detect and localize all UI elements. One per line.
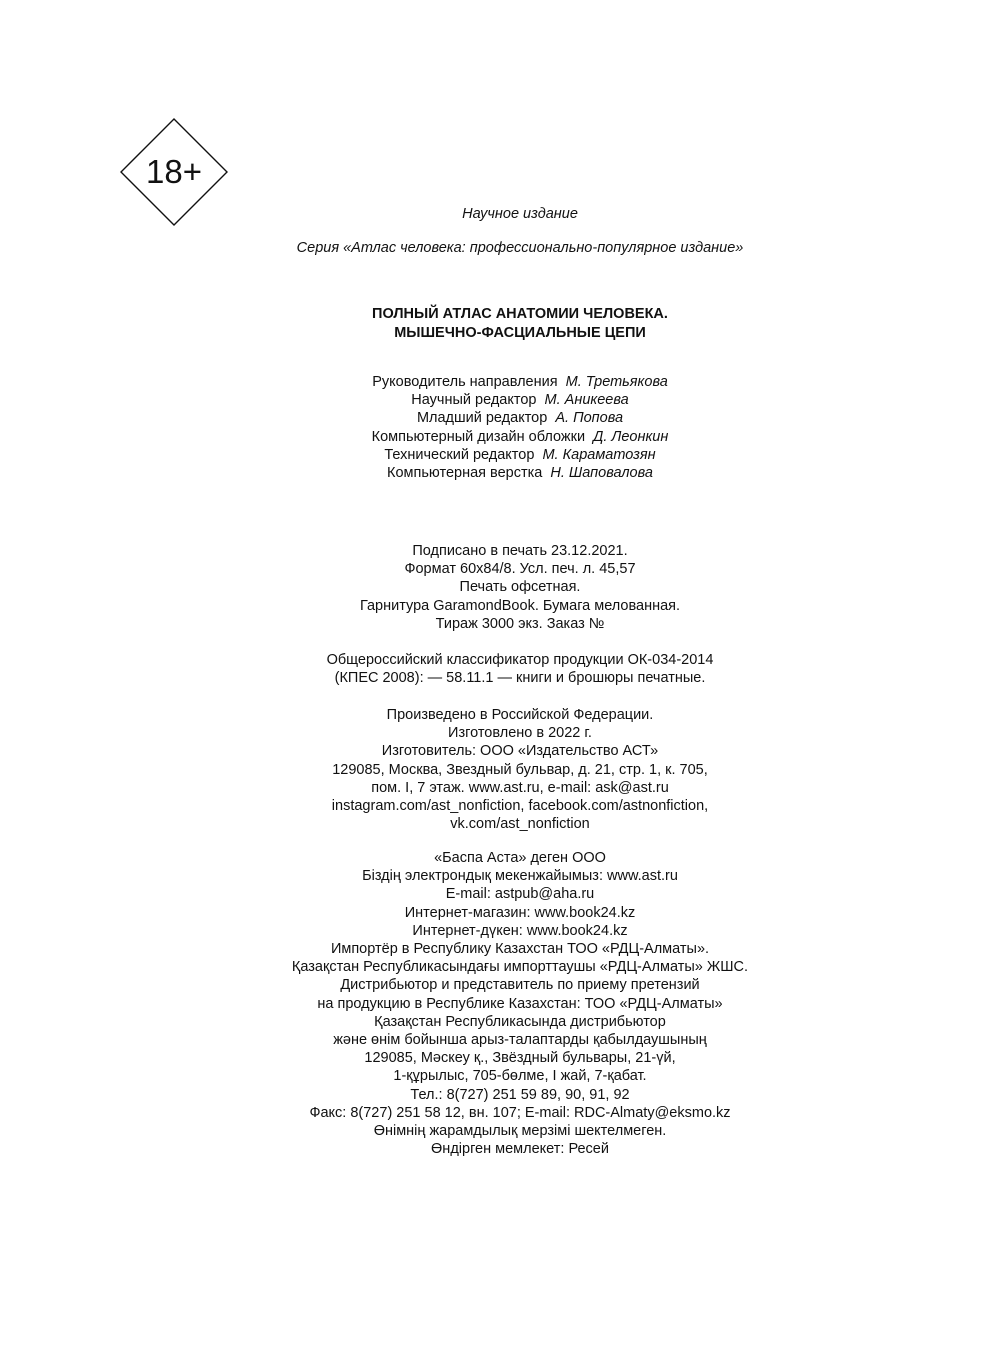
kazakhstan-line: Тел.: 8(727) 251 59 89, 90, 91, 92 [410, 1086, 630, 1103]
print-info-line: Формат 60x84/8. Усл. печ. л. 45,57 [404, 561, 636, 578]
print-info-line: Гарнитура GaramondBook. Бумага мелованная. [359, 597, 681, 614]
credit-row [200, 428, 840, 446]
kazakhstan-line: 129085, Мәскеу қ., Звёздный бульвары, 21-үй, [364, 1050, 676, 1067]
credit-role: Руководитель направления [372, 374, 558, 390]
edition-type: Научное издание [462, 206, 578, 222]
credit-name: А. Попова [555, 410, 624, 427]
kazakhstan-line: Қазақстан Республикасында дистрибьютор [374, 1013, 666, 1030]
kazakhstan-line: Өндірген мемлекет: Ресей [431, 1141, 609, 1158]
credit-name: Д. Леонкин [593, 428, 669, 445]
kazakhstan-line: Біздің электрондық мекенжайымыз: www.ast.ru [362, 868, 678, 885]
series-title: Серия «Атлас человека: профессионально-популярное издание» [296, 240, 744, 256]
credits-list [200, 373, 840, 482]
manufacturer-line: instagram.com/ast_nonfiction, facebook.com/astnonfiction, [331, 798, 709, 815]
print-info-line: Подписано в печать 23.12.2021. [412, 543, 628, 559]
credit-role: Компьютерная верстка [387, 465, 543, 482]
manufacturer-line: vk.com/ast_nonfiction [450, 816, 590, 833]
kazakhstan-line: Факс: 8(727) 251 58 12, вн. 107; E-mail: RDC-Almaty@eksmo.kz [309, 1104, 731, 1121]
manufacturer-line: Изготовитель: ООО «Издательство АСТ» [381, 743, 659, 760]
manufacturer-line: пом. I, 7 этаж. www.ast.ru, e-mail: ask@ast.ru [371, 779, 669, 796]
credit-role: Компьютерный дизайн обложки [371, 428, 586, 445]
print-info-block [200, 542, 840, 633]
classifier-line: Общероссийский классификатор продукции ОК-034-2014 [326, 652, 714, 668]
print-info-line: Печать офсетная. [459, 579, 581, 596]
credit-row [200, 409, 840, 427]
kazakhstan-block [200, 849, 840, 1158]
kazakhstan-line: Дистрибьютор и представитель по приему претензий [340, 977, 700, 994]
credit-role: Технический редактор [384, 446, 535, 463]
credit-name: М. Третьякова [565, 374, 668, 390]
age-rating-text: 18+ [146, 153, 202, 190]
classifier-block [200, 651, 840, 687]
credit-row [200, 446, 840, 464]
credit-row [200, 373, 840, 391]
kazakhstan-line: E-mail: astpub@aha.ru [445, 886, 595, 903]
manufacturer-line: Изготовлено в 2022 г. [448, 725, 592, 742]
credit-name: М. Аникеева [544, 392, 629, 409]
kazakhstan-line: Өнімнің жарамдылық мерзімі шектелмеген. [373, 1123, 667, 1140]
kazakhstan-line: Қазақстан Республикасындағы импорттаушы «РДЦ-Алматы» ЖШС. [291, 959, 749, 976]
credit-name: Н. Шаповалова [550, 465, 653, 482]
print-info-line: Тираж 3000 экз. Заказ № [435, 615, 605, 632]
credit-role: Научный редактор [411, 392, 537, 409]
kazakhstan-line: 1-құрылыс, 705-бөлме, I жай, 7-қабат. [393, 1068, 647, 1085]
kazakhstan-line: Импортёр в Республику Казахстан ТОО «РДЦ-Алматы». [330, 941, 710, 958]
kazakhstan-line: Интернет-магазин: www.book24.kz [404, 904, 636, 921]
kazakhstan-line: және өнім бойынша арыз-талаптарды қабылдаушының [333, 1032, 707, 1049]
kazakhstan-line: на продукцию в Республике Казахстан: ТОО «РДЦ-Алматы» [317, 995, 723, 1012]
kazakhstan-line: «Баспа Аста» деген ООО [434, 850, 606, 866]
kazakhstan-line: Интернет-дүкен: www.book24.kz [412, 922, 628, 939]
credit-row [200, 391, 840, 409]
book-title-line: МЫШЕЧНО-ФАСЦИАЛЬНЫЕ ЦЕПИ [394, 325, 646, 341]
book-title [200, 305, 840, 343]
classifier-line: (КПЕС 2008): — 58.11.1 — книги и брошюры печатные. [334, 670, 706, 687]
manufacturer-line: 129085, Москва, Звездный бульвар, д. 21, стр. 1, к. 705, [332, 761, 708, 778]
manufacturer-line: Произведено в Российской Федерации. [386, 707, 654, 723]
credit-name: М. Караматозян [542, 446, 656, 463]
manufacturer-block [200, 706, 840, 833]
credit-row [200, 464, 840, 482]
book-title-line: ПОЛНЫЙ АТЛАС АНАТОМИИ ЧЕЛОВЕКА. [372, 306, 668, 322]
credit-role: Младший редактор [416, 410, 548, 427]
